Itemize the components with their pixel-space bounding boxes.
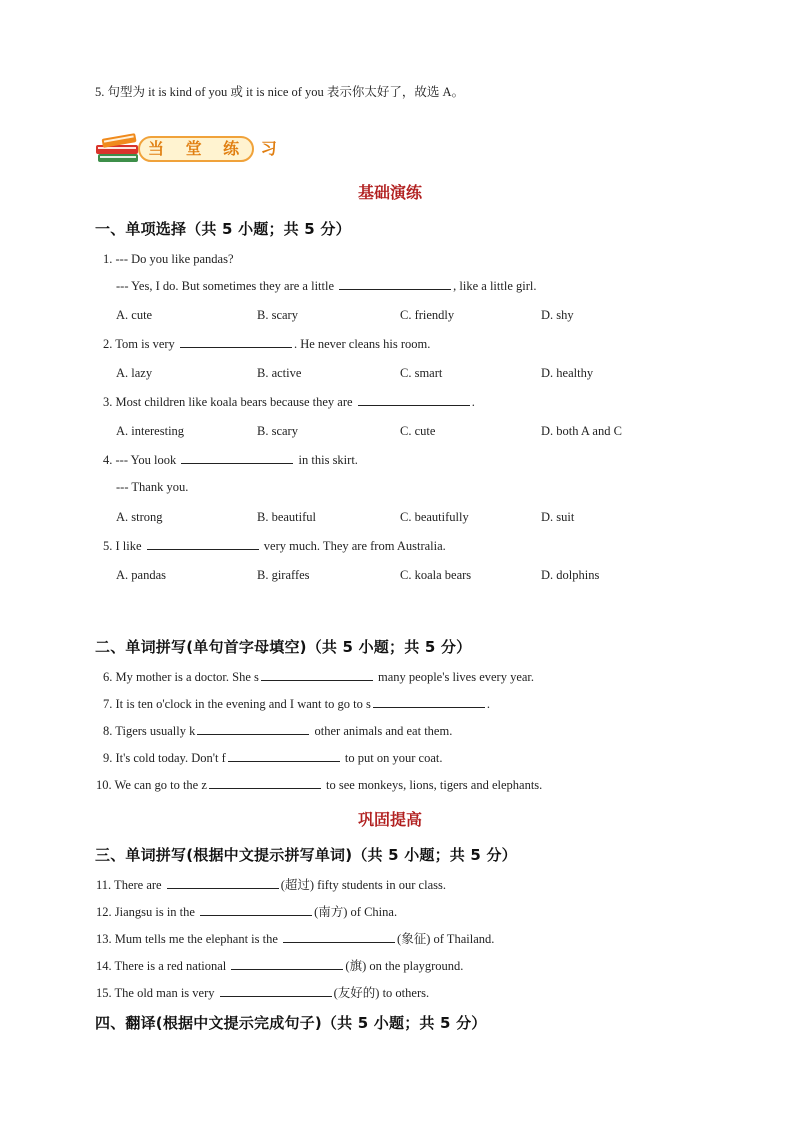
answer-blank[interactable] bbox=[283, 931, 395, 943]
option-d: D. both A and C bbox=[541, 424, 622, 438]
option-c: C. cute bbox=[400, 424, 436, 438]
subheading-advanced: 巩固提高 bbox=[358, 810, 423, 829]
question-5: 5. I like very much. They are from Australia. bbox=[103, 539, 446, 553]
books-icon bbox=[94, 128, 144, 170]
answer-blank[interactable] bbox=[339, 278, 451, 290]
banner-label: 当 堂 练 习 bbox=[148, 139, 285, 158]
question-6: 6. My mother is a doctor. She s many people's lives every year. bbox=[103, 670, 535, 684]
section-2-title: 二、单词拼写(单句首字母填空)（共 5 小题；共 5 分） bbox=[95, 638, 472, 656]
answer-blank[interactable] bbox=[228, 750, 340, 762]
answer-blank[interactable] bbox=[180, 336, 292, 348]
question-1-answer-line: --- Yes, I do. But sometimes they are a little , like a little girl. bbox=[116, 279, 537, 293]
subheading-basic: 基础演练 bbox=[358, 183, 423, 202]
option-c: C. smart bbox=[400, 366, 443, 380]
option-c: C. koala bears bbox=[400, 568, 472, 582]
question-1: 1. --- Do you like pandas? bbox=[103, 252, 234, 266]
answer-blank[interactable] bbox=[358, 394, 470, 406]
question-4-reply: --- Thank you. bbox=[116, 480, 189, 494]
option-b: B. beautiful bbox=[257, 510, 317, 524]
answer-blank[interactable] bbox=[147, 538, 259, 550]
answer-note: 5. 句型为 it is kind of you 或 it is nice of you 表示你太好了，故选 A。 bbox=[95, 85, 465, 99]
option-a: A. pandas bbox=[116, 568, 166, 582]
option-d: D. suit bbox=[541, 510, 575, 524]
option-d: D. healthy bbox=[541, 366, 594, 380]
answer-blank[interactable] bbox=[373, 696, 485, 708]
answer-blank[interactable] bbox=[220, 985, 332, 997]
question-8: 8. Tigers usually k other animals and eat them. bbox=[103, 724, 453, 738]
option-b: B. scary bbox=[257, 424, 298, 438]
question-14: 14. There is a red national (旗) on the playground. bbox=[96, 959, 464, 973]
option-a: A. cute bbox=[116, 308, 153, 322]
option-a: A. lazy bbox=[116, 366, 153, 380]
answer-blank[interactable] bbox=[209, 777, 321, 789]
question-4: 4. --- You look in this skirt. bbox=[103, 453, 358, 467]
question-2: 2. Tom is very . He never cleans his room. bbox=[103, 337, 431, 351]
option-a: A. interesting bbox=[116, 424, 185, 438]
answer-blank[interactable] bbox=[261, 669, 373, 681]
answer-blank[interactable] bbox=[200, 904, 312, 916]
option-c: C. friendly bbox=[400, 308, 455, 322]
option-d: D. shy bbox=[541, 308, 574, 322]
question-12: 12. Jiangsu is in the (南方) of China. bbox=[96, 905, 398, 919]
question-10: 10. We can go to the z to see monkeys, lions, tigers and elephants. bbox=[96, 778, 543, 792]
option-d: D. dolphins bbox=[541, 568, 600, 582]
section-1-title: 一、单项选择（共 5 小题；共 5 分） bbox=[95, 220, 351, 238]
answer-blank[interactable] bbox=[167, 877, 279, 889]
option-b: B. scary bbox=[257, 308, 298, 322]
option-b: B. active bbox=[257, 366, 302, 380]
section-3-title: 三、单词拼写(根据中文提示拼写单词)（共 5 小题；共 5 分） bbox=[95, 846, 517, 864]
option-b: B. giraffes bbox=[257, 568, 310, 582]
question-7: 7. It is ten o'clock in the evening and I want to go to s . bbox=[103, 697, 490, 711]
option-a: A. strong bbox=[116, 510, 163, 524]
question-3: 3. Most children like koala bears because they are . bbox=[103, 395, 475, 409]
answer-blank[interactable] bbox=[181, 452, 293, 464]
section-4-title: 四、翻译(根据中文提示完成句子)（共 5 小题；共 5 分） bbox=[95, 1014, 487, 1032]
question-9: 9. It's cold today. Don't f to put on your coat. bbox=[103, 751, 443, 765]
option-c: C. beautifully bbox=[400, 510, 469, 524]
answer-blank[interactable] bbox=[231, 958, 343, 970]
question-11: 11. There are (超过) fifty students in our class. bbox=[96, 878, 446, 892]
question-15: 15. The old man is very (友好的) to others. bbox=[96, 986, 430, 1000]
answer-blank[interactable] bbox=[197, 723, 309, 735]
question-13: 13. Mum tells me the elephant is the (象征) of Thailand. bbox=[96, 932, 495, 946]
